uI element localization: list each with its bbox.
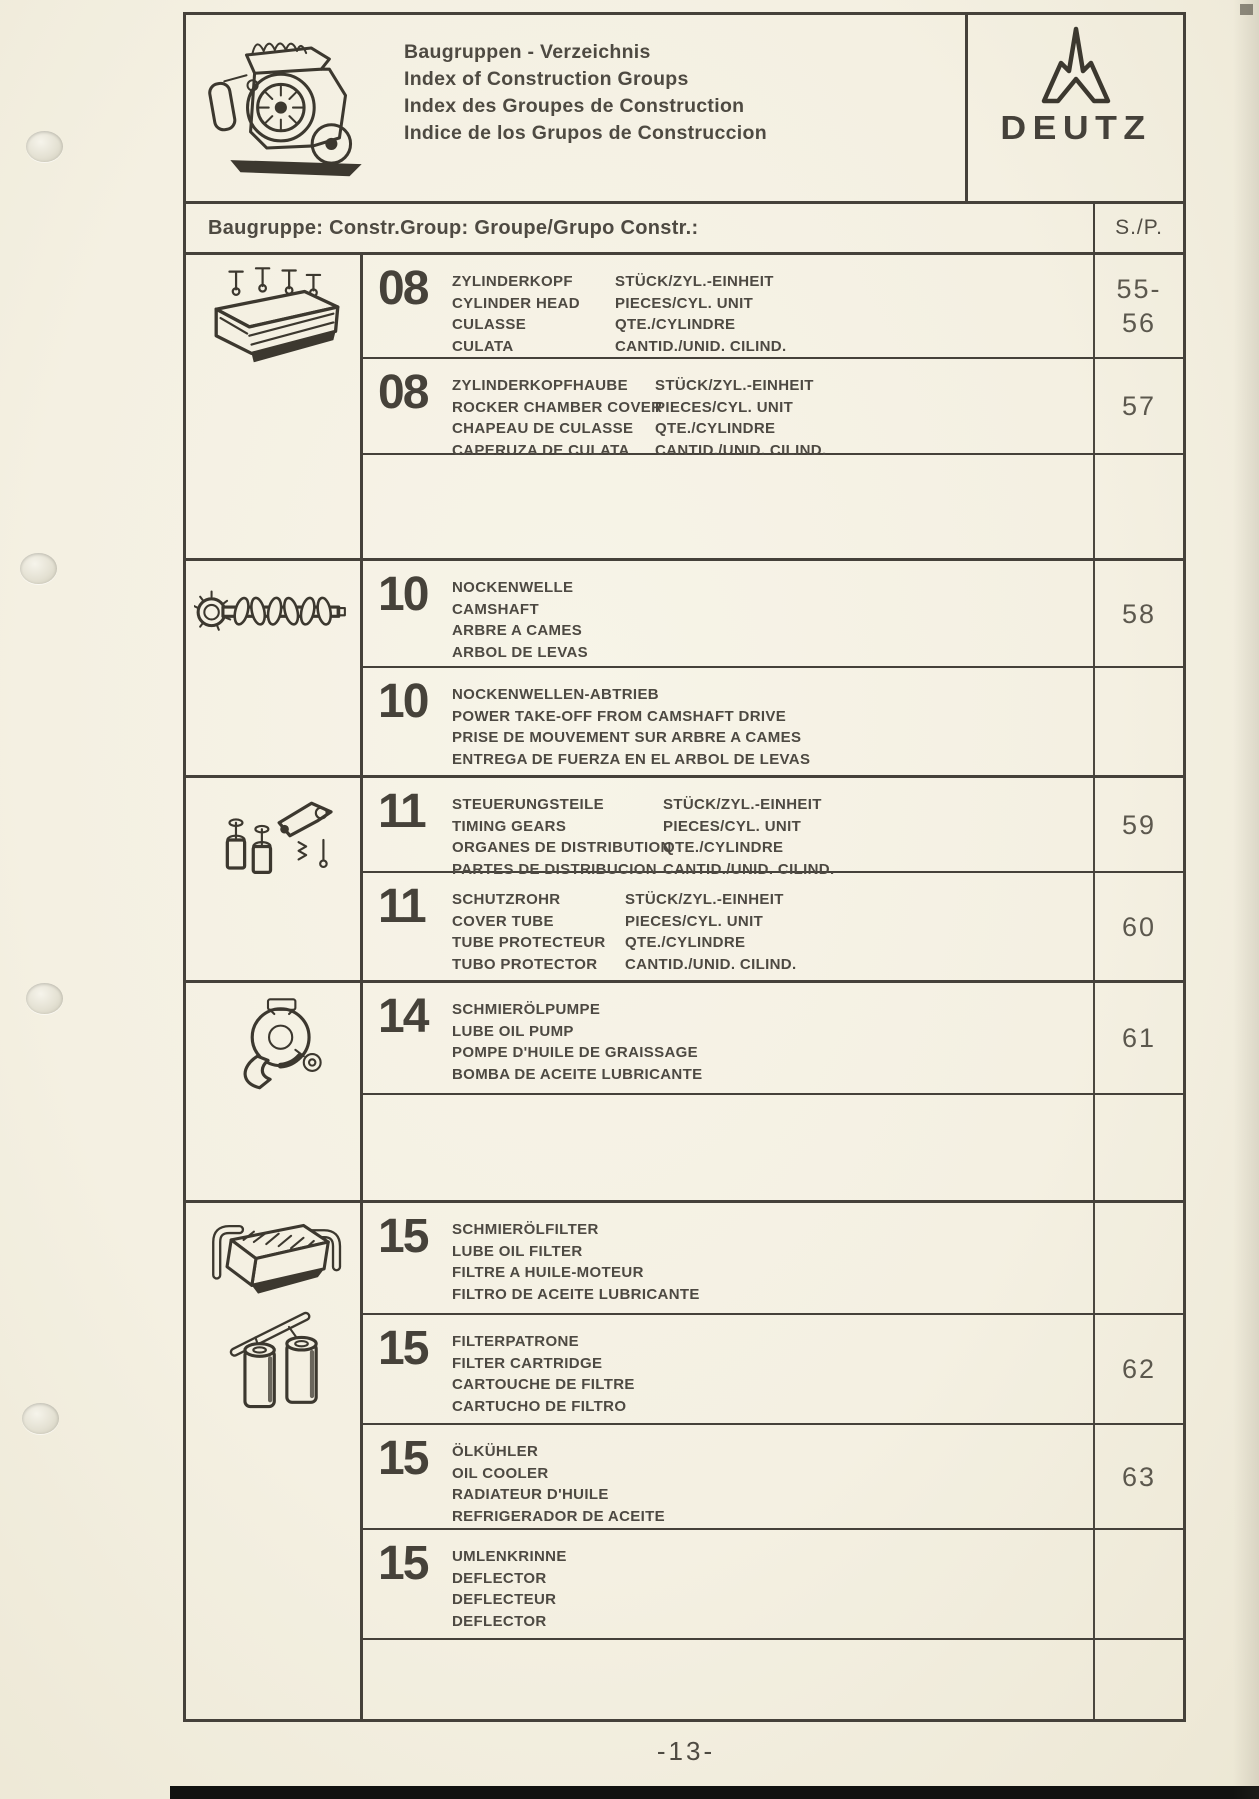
punch-hole [22,1403,59,1434]
text-line: ZYLINDERKOPFHAUBE [452,377,628,394]
page-ref [1093,1315,1183,1423]
page-ref [1093,1203,1183,1313]
text-line: LUBE OIL PUMP [452,1022,574,1040]
text-line: CANTID./UNID. CILIND. [663,860,835,878]
text-line: CAPERUZA DE CULATA [452,441,630,459]
page-ref [1093,1425,1183,1528]
page-header [186,15,1183,204]
table-row [363,1528,1183,1638]
part-names [452,1543,567,1638]
qty-note [663,794,835,880]
text-line: STEUERUNGSTEILE [452,796,604,813]
part-names [452,268,580,357]
section-group-14 [186,983,1183,1203]
oil-pump-icon [228,993,328,1093]
table-body [186,255,1183,1719]
page-ref [1093,359,1183,453]
brand-name: DEUTZ [999,109,1152,146]
table-header-row [186,204,1183,255]
text-line: 57 [1121,391,1157,421]
text-line: ARBRE A CAMES [452,622,583,639]
text-line: STÜCK/ZYL.-EINHEIT [655,377,814,394]
illustration-cell [186,255,363,558]
text-line: QTE./CYLINDRE [615,316,736,333]
camshaft-icon [194,575,349,637]
illustration-cell [186,778,363,980]
text-line: ENTREGA DE FUERZA EN EL ARBOL DE LEVAS [452,750,811,768]
text-line: PIECES/CYL. UNIT [655,398,794,416]
text-line: SCHMIERÖLFILTER [452,1221,599,1238]
group-number: 08 [378,366,428,419]
table-row [363,871,1183,980]
scan-edge [170,1786,1259,1799]
text-line: COVER TUBE [452,912,554,930]
text-line: DEFLECTEUR [452,1591,557,1608]
text-line: FILTRE A HUILE-MOTEUR [452,1264,644,1281]
text-line: 59 [1121,809,1157,840]
text-line: SCHUTZROHR [452,891,561,908]
punch-hole [26,131,63,162]
text-line: 58 [1121,598,1157,629]
text-line: 61 [1121,1023,1157,1053]
text-line: POWER TAKE-OFF FROM CAMSHAFT DRIVE [452,707,787,725]
text-line: QTE./CYLINDRE [625,934,746,951]
table-row [363,1313,1183,1423]
text-line: NOCKENWELLEN-ABTRIEB [452,686,659,703]
part-names [452,996,702,1093]
page-ref [1093,983,1183,1093]
text-line: 55- [1116,274,1162,304]
table-row [363,666,1183,775]
group-number: 15 [378,1537,428,1590]
section-group-15 [186,1203,1183,1719]
text-line: ARBOL DE LEVAS [452,643,589,661]
text-line: Index of Construction Groups [404,68,689,90]
section-group-10 [186,561,1183,778]
text-line: FILTERPATRONE [452,1333,580,1350]
table-row-empty [363,1638,1183,1719]
qty-note [655,375,827,461]
section-group-11 [186,778,1183,983]
text-line: FILTRO DE ACEITE LUBRICANTE [452,1285,700,1303]
table-row [363,357,1183,459]
text-line: CARTUCHO DE FILTRO [452,1397,627,1415]
table-row [363,983,1183,1093]
qty-note [615,271,787,357]
section-group-08 [186,255,1183,561]
text-line: STÜCK/ZYL.-EINHEIT [615,273,774,290]
text-line: DEFLECTOR [452,1612,547,1630]
text-line: STÜCK/ZYL.-EINHEIT [625,891,784,908]
text-line: 62 [1121,1354,1157,1384]
text-line: TIMING GEARS [452,817,567,835]
text-line: REFRIGERADOR DE ACEITE [452,1507,665,1525]
cylinder-head-icon [202,265,342,370]
page-ref [1093,873,1183,980]
text-line: ROCKER CHAMBER COVER [452,398,663,416]
page-number: -13- [656,1736,716,1766]
text-line: RADIATEUR D'HUILE [452,1486,609,1503]
timing-gears-icon [212,786,342,881]
group-number: 15 [378,1432,428,1485]
text-line: ÖLKÜHLER [452,1443,539,1460]
group-number: 10 [378,675,428,728]
table-row [363,1423,1183,1528]
page-ref [1093,1530,1183,1638]
text-line: PIECES/CYL. UNIT [625,912,764,930]
text-line: FILTER CARTRIDGE [452,1354,603,1372]
page-ref [1093,561,1183,666]
table-row [363,778,1183,878]
text-line: CHAPEAU DE CULASSE [452,420,634,437]
table-row [363,1203,1183,1313]
group-number: 11 [378,785,425,838]
part-names [452,372,663,459]
group-number: 10 [378,568,428,621]
text-line: DEFLECTOR [452,1569,547,1587]
part-names [452,1328,635,1423]
text-line: PIECES/CYL. UNIT [615,294,754,312]
text-line: Index des Groupes de Construction [404,95,745,117]
title-box [186,15,968,201]
table-row-empty [363,453,1183,558]
text-line: UMLENKRINNE [452,1548,567,1565]
text-line: CANTID./UNID. CILIND. [655,441,827,459]
illustration-cell [186,983,363,1200]
text-line: CYLINDER HEAD [452,294,580,312]
table-row [363,255,1183,357]
text-line: ZYLINDERKOPF [452,273,573,290]
part-names [452,681,810,775]
page-ref [1093,778,1183,871]
index-table [183,12,1186,1722]
scan-artifact [1240,4,1253,15]
text-line: QTE./CYLINDRE [663,839,784,856]
text-line: ORGANES DE DISTRIBUTION [452,839,672,856]
page-ref [1093,668,1183,775]
group-number: 11 [378,880,425,933]
table-row [363,561,1183,666]
text-line: CULATA [452,337,514,355]
text-line: TUBE PROTECTEUR [452,934,606,951]
text-line: 63 [1121,1461,1157,1492]
text-line: QTE./CYLINDRE [655,420,776,437]
text-line: STÜCK/ZYL.-EINHEIT [663,796,822,813]
text-line: POMPE D'HUILE DE GRAISSAGE [452,1044,699,1061]
text-line: CANTID./UNID. CILIND. [625,955,797,973]
part-names [452,886,606,980]
text-line: SCHMIERÖLPUMPE [452,1001,601,1018]
table-row-empty [363,1093,1183,1200]
punch-hole [26,983,63,1014]
text-line: PARTES DE DISTRIBUCION [452,860,657,878]
page-ref [1093,255,1183,357]
text-line: CULASSE [452,316,527,333]
group-number: 15 [378,1210,428,1263]
text-line: BOMBA DE ACEITE LUBRICANTE [452,1065,703,1083]
text-line: PRISE DE MOUVEMENT SUR ARBRE A CAMES [452,729,802,746]
text-line: CAMSHAFT [452,600,539,618]
group-number: 08 [378,262,428,315]
part-names [452,791,672,878]
punch-hole [20,553,57,584]
engine-illustration [194,21,396,181]
group-number: 15 [378,1322,428,1375]
text-line: 60 [1121,911,1157,942]
deutz-logo-icon [996,25,1156,111]
group-column-header: Baugruppe: Constr.Group: Groupe/Grupo Constr.: [208,216,699,239]
illustration-cell [186,561,363,775]
part-names [452,1438,665,1528]
brand-box [968,15,1183,201]
text-line: OIL COOLER [452,1464,549,1482]
text-line: CANTID./UNID. CILIND. [615,337,787,355]
filter-cartridge-icon [224,1303,334,1420]
oil-cooler-icon [198,1211,348,1306]
text-line: Indice de los Grupos de Construccion [404,122,767,144]
text-line: 56 [1121,308,1157,338]
illustration-cell [186,1203,363,1719]
page-column-header: S./P. [1093,204,1183,252]
text-line: TUBO PROTECTOR [452,955,598,973]
part-names [452,574,588,666]
text-line: CARTOUCHE DE FILTRE [452,1376,635,1393]
qty-note [625,889,797,975]
text-line: Baugruppen - Verzeichnis [404,41,651,63]
text-line: NOCKENWELLE [452,579,574,596]
text-line: LUBE OIL FILTER [452,1242,583,1260]
page-title [404,39,767,147]
group-number: 14 [378,990,428,1043]
part-names [452,1216,700,1313]
text-line: PIECES/CYL. UNIT [663,817,802,835]
